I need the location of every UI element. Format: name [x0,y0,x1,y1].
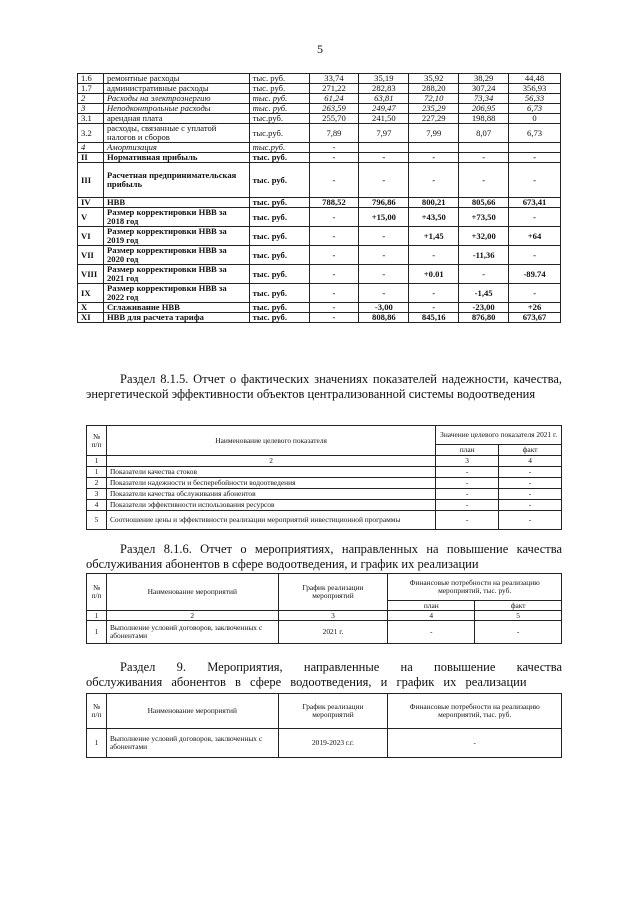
row-value: - [309,303,359,313]
row-value: -1,45 [459,284,509,303]
row-value: 38,29 [459,74,509,84]
row-value: - [309,246,359,265]
row-fact: - [499,478,562,489]
row-value: - [309,265,359,284]
row-value: - [309,163,359,198]
row-name: расходы, связанные с уплатой налогов и сборов [103,124,249,143]
col-header-num: № п/п [87,694,107,729]
row-num: IX [78,284,104,303]
row-value: 673,41 [509,198,561,208]
row-value: 8,07 [459,124,509,143]
table-row [78,153,561,163]
col-header-fact: факт [499,445,562,456]
row-name: НВВ для расчета тарифа [103,313,249,323]
row-value: 206,95 [459,104,509,114]
index-cell: 4 [388,611,475,621]
row-value: +73,50 [459,208,509,227]
row-value: 241,50 [359,114,409,124]
row-unit: тыс. руб. [249,163,309,198]
row-value: - [359,265,409,284]
row-num: 1 [87,729,107,758]
table-row [78,114,561,124]
row-value: 876,80 [459,313,509,323]
row-schedule: 2021 г. [278,621,388,644]
row-name: Размер корректировки НВВ за 2021 год [103,265,249,284]
row-unit: тыс. руб. [249,198,309,208]
row-value: - [359,246,409,265]
table-row [78,124,561,143]
row-schedule: 2019-2023 г.г. [278,729,388,758]
row-unit: тыс. руб. [249,284,309,303]
row-unit: тыс. руб. [249,153,309,163]
row-name: Расходы на электроэнергию [103,94,249,104]
row-fact: - [499,467,562,478]
row-name: административные расходы [103,84,249,94]
row-name: Размер корректировки НВВ за 2018 год [103,208,249,227]
row-value: +26 [509,303,561,313]
row-fact: - [499,489,562,500]
row-unit: тыс. руб. [249,74,309,84]
row-plan: - [436,489,499,500]
row-value [409,143,459,153]
row-value: 249,47 [359,104,409,114]
indicators-table [86,425,562,530]
row-unit: тыс.руб. [249,124,309,143]
row-value: 356,93 [509,84,561,94]
row-name: арендная плата [103,114,249,124]
table-row [78,163,561,198]
row-value: 263,59 [309,104,359,114]
row-num: 3 [87,489,107,500]
row-unit: тыс. руб. [249,246,309,265]
col-header-name: Наименование целевого показателя [106,426,435,456]
table-row [87,489,562,500]
row-unit: тыс. руб. [249,84,309,94]
index-cell: 1 [87,456,107,467]
col-header-fact: факт [475,601,562,611]
row-num: 3.1 [78,114,104,124]
row-value: 73,34 [459,94,509,104]
row-value: - [459,153,509,163]
row-name: Показатели качества стоков [106,467,435,478]
row-num: VI [78,227,104,246]
row-value: 288,20 [409,84,459,94]
index-cell: 4 [499,456,562,467]
index-cell: 3 [436,456,499,467]
index-cell: 1 [87,611,107,621]
row-num: 4 [87,500,107,511]
row-value: - [409,246,459,265]
row-value [509,143,561,153]
index-cell: 2 [106,456,435,467]
row-value: - [359,163,409,198]
row-value: 7,99 [409,124,459,143]
row-value: 0 [509,114,561,124]
row-num: 1.7 [78,84,104,94]
row-value: - [359,153,409,163]
col-header-schedule: График реализации мероприятий [278,574,388,611]
row-value: 35,19 [359,74,409,84]
row-value: -11,36 [459,246,509,265]
row-plan: - [436,478,499,489]
row-num: V [78,208,104,227]
row-name: Расчетная предпринимательская прибыль [103,163,249,198]
row-name: Размер корректировки НВВ за 2020 год [103,246,249,265]
col-header-schedule: График реализации мероприятий [278,694,388,729]
col-header-num: № п/п [87,574,107,611]
row-value: 227,29 [409,114,459,124]
row-value: 800,21 [409,198,459,208]
table-row [78,265,561,284]
row-value: - [409,303,459,313]
row-value: 63,81 [359,94,409,104]
table-row [78,284,561,303]
row-value: 7,97 [359,124,409,143]
col-header-name: Наименование мероприятий [106,694,278,729]
table-row [78,313,561,323]
row-plan: - [388,621,475,644]
row-name: Амортизация [103,143,249,153]
row-num: 4 [78,143,104,153]
row-unit: тыс. руб. [249,227,309,246]
row-num: 1.6 [78,74,104,84]
row-value: 7,89 [309,124,359,143]
row-value: - [309,153,359,163]
row-value: -23,00 [459,303,509,313]
table-row [78,246,561,265]
table-row [87,511,562,530]
table-row [87,467,562,478]
row-value: 307,24 [459,84,509,94]
row-name: Показатели эффективности использования ресурсов [106,500,435,511]
row-value: 845,16 [409,313,459,323]
row-num: XI [78,313,104,323]
row-unit: тыс. руб. [249,104,309,114]
row-plan: - [436,500,499,511]
col-header-num: № п/п [87,426,107,456]
row-num: 3 [78,104,104,114]
measures-plan-table [86,693,562,758]
row-value: - [409,284,459,303]
row-value: - [309,208,359,227]
col-header-name: Наименование мероприятий [106,574,278,611]
row-value: - [509,284,561,303]
col-header-plan: план [436,445,499,456]
row-plan: - [436,467,499,478]
row-value: - [309,143,359,153]
row-value: - [359,227,409,246]
table-row [78,227,561,246]
row-unit: тыс. руб. [249,94,309,104]
section-815-heading: Раздел 8.1.5. Отчет о фактических значениях показателей надежности, качества, энергетической эффективности объектов централизованной системы водоотведения [86,372,562,401]
row-value: +43,50 [409,208,459,227]
row-value: 56,33 [509,94,561,104]
row-num: VIII [78,265,104,284]
row-num: 5 [87,511,107,530]
row-name: Нормативная прибыль [103,153,249,163]
row-value: 805,66 [459,198,509,208]
row-fact: - [499,511,562,530]
row-value: 61,24 [309,94,359,104]
table-row [78,94,561,104]
row-value: - [359,284,409,303]
row-value: 271,22 [309,84,359,94]
row-unit: тыс.руб. [249,143,309,153]
row-num: X [78,303,104,313]
row-num: 2 [87,478,107,489]
section-9-heading: Раздел 9. Мероприятия, направленные на повышение качества обслуживания абонентов в сфере водоотведения, и график их реализации [86,660,562,689]
row-value: - [309,227,359,246]
row-value: +32,00 [459,227,509,246]
table-row [78,143,561,153]
row-unit: тыс. руб. [249,208,309,227]
tariff-table [77,73,561,323]
row-value: 255,70 [309,114,359,124]
section-816-heading: Раздел 8.1.6. Отчет о мероприятиях, направленных на повышение качества обслуживания абонентов в сфере водоотведения, и график их реализации [86,542,562,571]
row-value: +64 [509,227,561,246]
row-value: 33,74 [309,74,359,84]
row-num: III [78,163,104,198]
row-value: 673,67 [509,313,561,323]
row-value: 44,48 [509,74,561,84]
row-name: Показатели качества обслуживания абонентов [106,489,435,500]
row-value: +0.01 [409,265,459,284]
row-unit: тыс.руб. [249,114,309,124]
table-row [78,208,561,227]
table-row [78,104,561,114]
row-name: Выполнение условий договоров, заключенных с абонентами [106,729,278,758]
table-row [78,84,561,94]
row-fin: - [388,729,562,758]
row-name: Выполнение условий договоров, заключенных с абонентами [106,621,278,644]
row-value: - [309,313,359,323]
table-row [78,303,561,313]
row-value: - [509,153,561,163]
row-name: ремонтные расходы [103,74,249,84]
row-unit: тыс. руб. [249,303,309,313]
row-value: 235,29 [409,104,459,114]
row-value [359,143,409,153]
row-unit: тыс. руб. [249,265,309,284]
row-num: 1 [87,621,107,644]
page-number: 5 [317,42,323,56]
table-row [78,74,561,84]
col-header-fin: Финансовые потребности на реализацию мероприятий, тыс. руб. [388,574,562,601]
row-value: 72,10 [409,94,459,104]
table-row [78,198,561,208]
row-value: 6,73 [509,104,561,114]
row-name: Сглаживание НВВ [103,303,249,313]
row-name: Размер корректировки НВВ за 2022 год [103,284,249,303]
row-value: -3,00 [359,303,409,313]
row-value: - [409,163,459,198]
index-cell: 2 [106,611,278,621]
row-value: 282,83 [359,84,409,94]
row-num: II [78,153,104,163]
table-row [87,478,562,489]
row-name: Соотношение цены и эффективности реализации мероприятий инвестиционной программы [106,511,435,530]
row-value: +1,45 [409,227,459,246]
row-num: VII [78,246,104,265]
row-name: Размер корректировки НВВ за 2019 год [103,227,249,246]
col-header-plan: план [388,601,475,611]
col-header-fin: Финансовые потребности на реализацию мероприятий, тыс. руб. [388,694,562,729]
row-num: 2 [78,94,104,104]
row-fact: - [499,500,562,511]
table-row [87,500,562,511]
row-num: IV [78,198,104,208]
row-plan: - [436,511,499,530]
row-value: 198,88 [459,114,509,124]
measures-report-table [86,573,562,644]
row-num: 3.2 [78,124,104,143]
index-cell: 5 [475,611,562,621]
row-unit: тыс. руб. [249,313,309,323]
row-value: - [459,265,509,284]
row-value: - [409,153,459,163]
row-value [459,143,509,153]
row-name: Показатели надежности и бесперебойности водоотведения [106,478,435,489]
row-value: - [509,208,561,227]
row-name: Неподконтрольные расходы [103,104,249,114]
row-name: НВВ [103,198,249,208]
row-value: 808,86 [359,313,409,323]
row-value: 6,73 [509,124,561,143]
row-value: 35,92 [409,74,459,84]
col-header-value: Значение целевого показателя 2021 г. [436,426,562,445]
row-value: 788,52 [309,198,359,208]
row-value: 796,86 [359,198,409,208]
row-value: - [459,163,509,198]
row-fact: - [475,621,562,644]
row-value: - [309,284,359,303]
row-value: - [509,163,561,198]
row-value: - [509,246,561,265]
index-cell: 3 [278,611,388,621]
row-value: +15,00 [359,208,409,227]
row-value: -89.74 [509,265,561,284]
row-num: 1 [87,467,107,478]
